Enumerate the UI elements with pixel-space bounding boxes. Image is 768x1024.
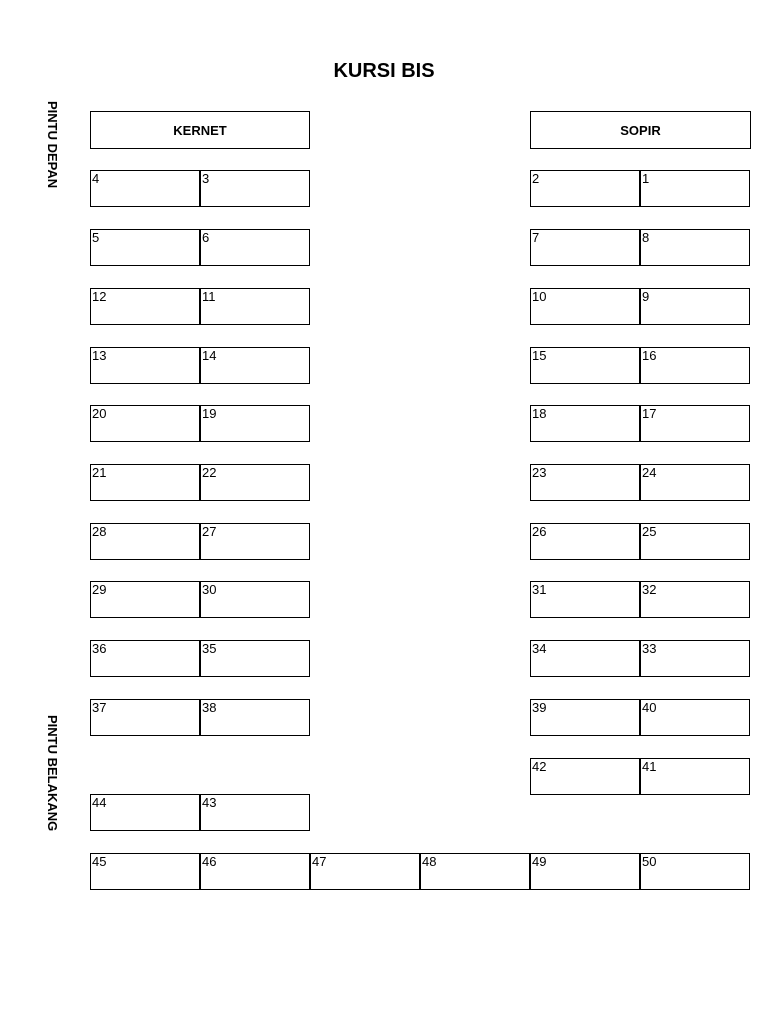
seat[interactable]: 16: [640, 347, 750, 384]
page-title: KURSI BIS: [333, 60, 435, 82]
seat[interactable]: 35: [200, 640, 310, 677]
seat[interactable]: 9: [640, 288, 750, 325]
seat[interactable]: 24: [640, 464, 750, 501]
seat[interactable]: 14: [200, 347, 310, 384]
seat[interactable]: 44: [90, 794, 200, 831]
seat[interactable]: 25: [640, 523, 750, 560]
front-door-label: PINTU DEPAN: [45, 101, 60, 189]
seat[interactable]: 38: [200, 699, 310, 736]
seat[interactable]: 7: [530, 229, 640, 266]
seat[interactable]: 50: [640, 853, 750, 890]
seat[interactable]: 29: [90, 581, 200, 618]
seat[interactable]: 1: [640, 170, 750, 207]
seat[interactable]: 36: [90, 640, 200, 677]
seat[interactable]: 49: [530, 853, 640, 890]
seat[interactable]: 39: [530, 699, 640, 736]
seat[interactable]: 42: [530, 758, 640, 795]
seat[interactable]: 47: [310, 853, 420, 890]
seat[interactable]: 28: [90, 523, 200, 560]
seat[interactable]: 37: [90, 699, 200, 736]
seat[interactable]: 23: [530, 464, 640, 501]
seat[interactable]: 30: [200, 581, 310, 618]
seat[interactable]: 33: [640, 640, 750, 677]
seat[interactable]: 32: [640, 581, 750, 618]
conductor-box: [90, 111, 310, 149]
seat[interactable]: 2: [530, 170, 640, 207]
seat[interactable]: 22: [200, 464, 310, 501]
seat[interactable]: 3: [200, 170, 310, 207]
seat[interactable]: 27: [200, 523, 310, 560]
seat[interactable]: 15: [530, 347, 640, 384]
seat[interactable]: 46: [200, 853, 310, 890]
seat[interactable]: 6: [200, 229, 310, 266]
driver-label: SOPIR: [620, 122, 661, 138]
seat[interactable]: 17: [640, 405, 750, 442]
seat[interactable]: 11: [200, 288, 310, 325]
driver-box: [530, 111, 751, 149]
seat[interactable]: 18: [530, 405, 640, 442]
seat[interactable]: 43: [200, 794, 310, 831]
seat[interactable]: 4: [90, 170, 200, 207]
seat[interactable]: 19: [200, 405, 310, 442]
seat[interactable]: 40: [640, 699, 750, 736]
seat[interactable]: 34: [530, 640, 640, 677]
conductor-label: KERNET: [173, 122, 227, 138]
seat[interactable]: 45: [90, 853, 200, 890]
seat[interactable]: 26: [530, 523, 640, 560]
seat[interactable]: 5: [90, 229, 200, 266]
seat[interactable]: 48: [420, 853, 530, 890]
seat[interactable]: 20: [90, 405, 200, 442]
seat[interactable]: 13: [90, 347, 200, 384]
seat[interactable]: 12: [90, 288, 200, 325]
seat[interactable]: 8: [640, 229, 750, 266]
seat[interactable]: 21: [90, 464, 200, 501]
seat[interactable]: 31: [530, 581, 640, 618]
seat[interactable]: 41: [640, 758, 750, 795]
seat[interactable]: 10: [530, 288, 640, 325]
back-door-label: PINTU BELAKANG: [45, 715, 60, 832]
